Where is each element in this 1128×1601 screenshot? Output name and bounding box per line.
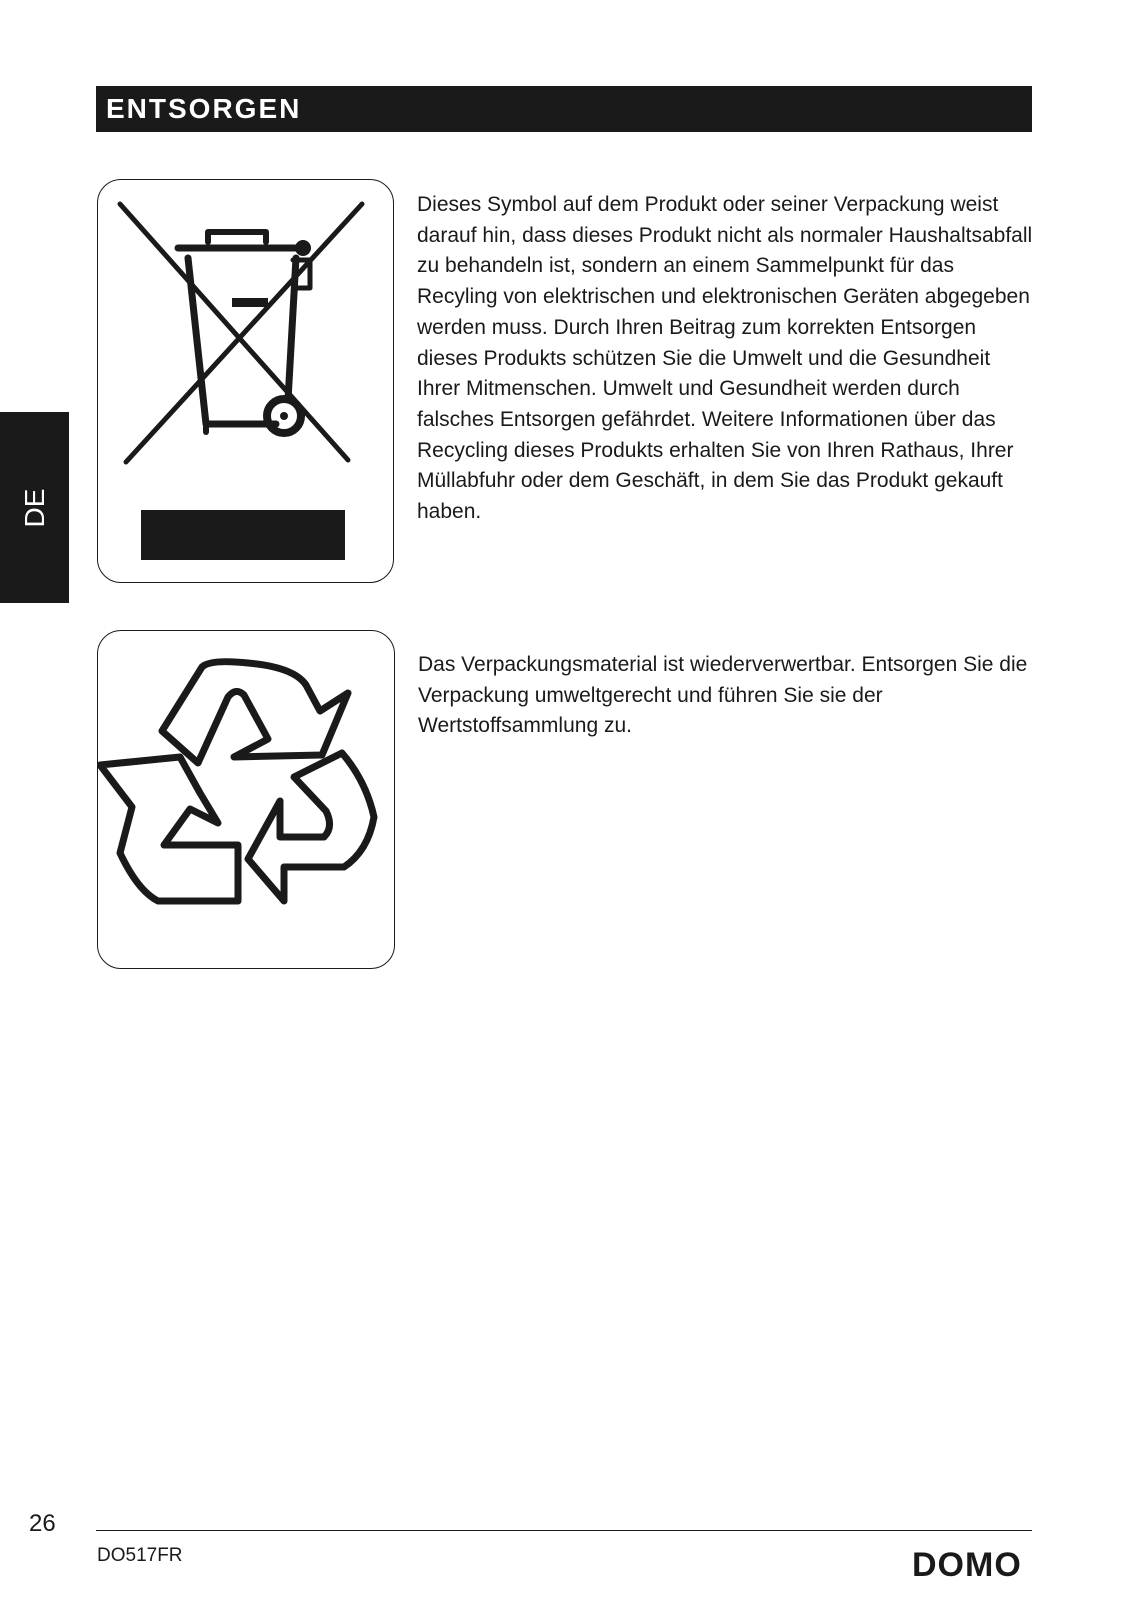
weee-symbol-box bbox=[97, 179, 394, 583]
page-number: 26 bbox=[29, 1510, 56, 1537]
footer-divider bbox=[96, 1530, 1032, 1531]
weee-description: Dieses Symbol auf dem Produkt oder seiner Verpackung weist darauf hin, dass dieses Produkt nicht als normaler Haushaltsabfall zu behandeln ist, sondern an einem Sammelpunkt für das Recyling von elektrischen und elektronischen Geräten abgegeben werden muss. Durch Ihren Beitrag zum korrekten Entsorgen dieses Produkts schützen Sie die Umwelt und die Gesundheit Ihrer Mitmenschen. Umwelt und Gesundheit werden durch falsches Entsorgen gefährdet. Weitere Informationen über das Recycling dieses Produkts erhalten Sie von Ihren Rathaus, Ihrer Müllabfuhr oder dem Geschäft, in dem Sie das Produkt gekauft haben. bbox=[417, 193, 1033, 524]
packaging-description: Das Verpackungsmaterial ist wiederverwertbar. Entsorgen Sie die Verpackung umweltgerecht und führen Sie sie der Wertstoffsammlung zu. bbox=[418, 653, 1028, 738]
language-tab bbox=[0, 412, 69, 603]
brand-logo: DOMO bbox=[912, 1546, 1022, 1584]
model-code: DO517FR bbox=[97, 1545, 183, 1566]
crossed-out-wheelie-bin-icon bbox=[98, 180, 394, 583]
language-tab-label: DE bbox=[18, 488, 50, 527]
section-title: ENTSORGEN bbox=[96, 86, 1032, 132]
recycle-symbol-box bbox=[97, 630, 395, 969]
recycling-arrows-icon bbox=[98, 631, 395, 969]
